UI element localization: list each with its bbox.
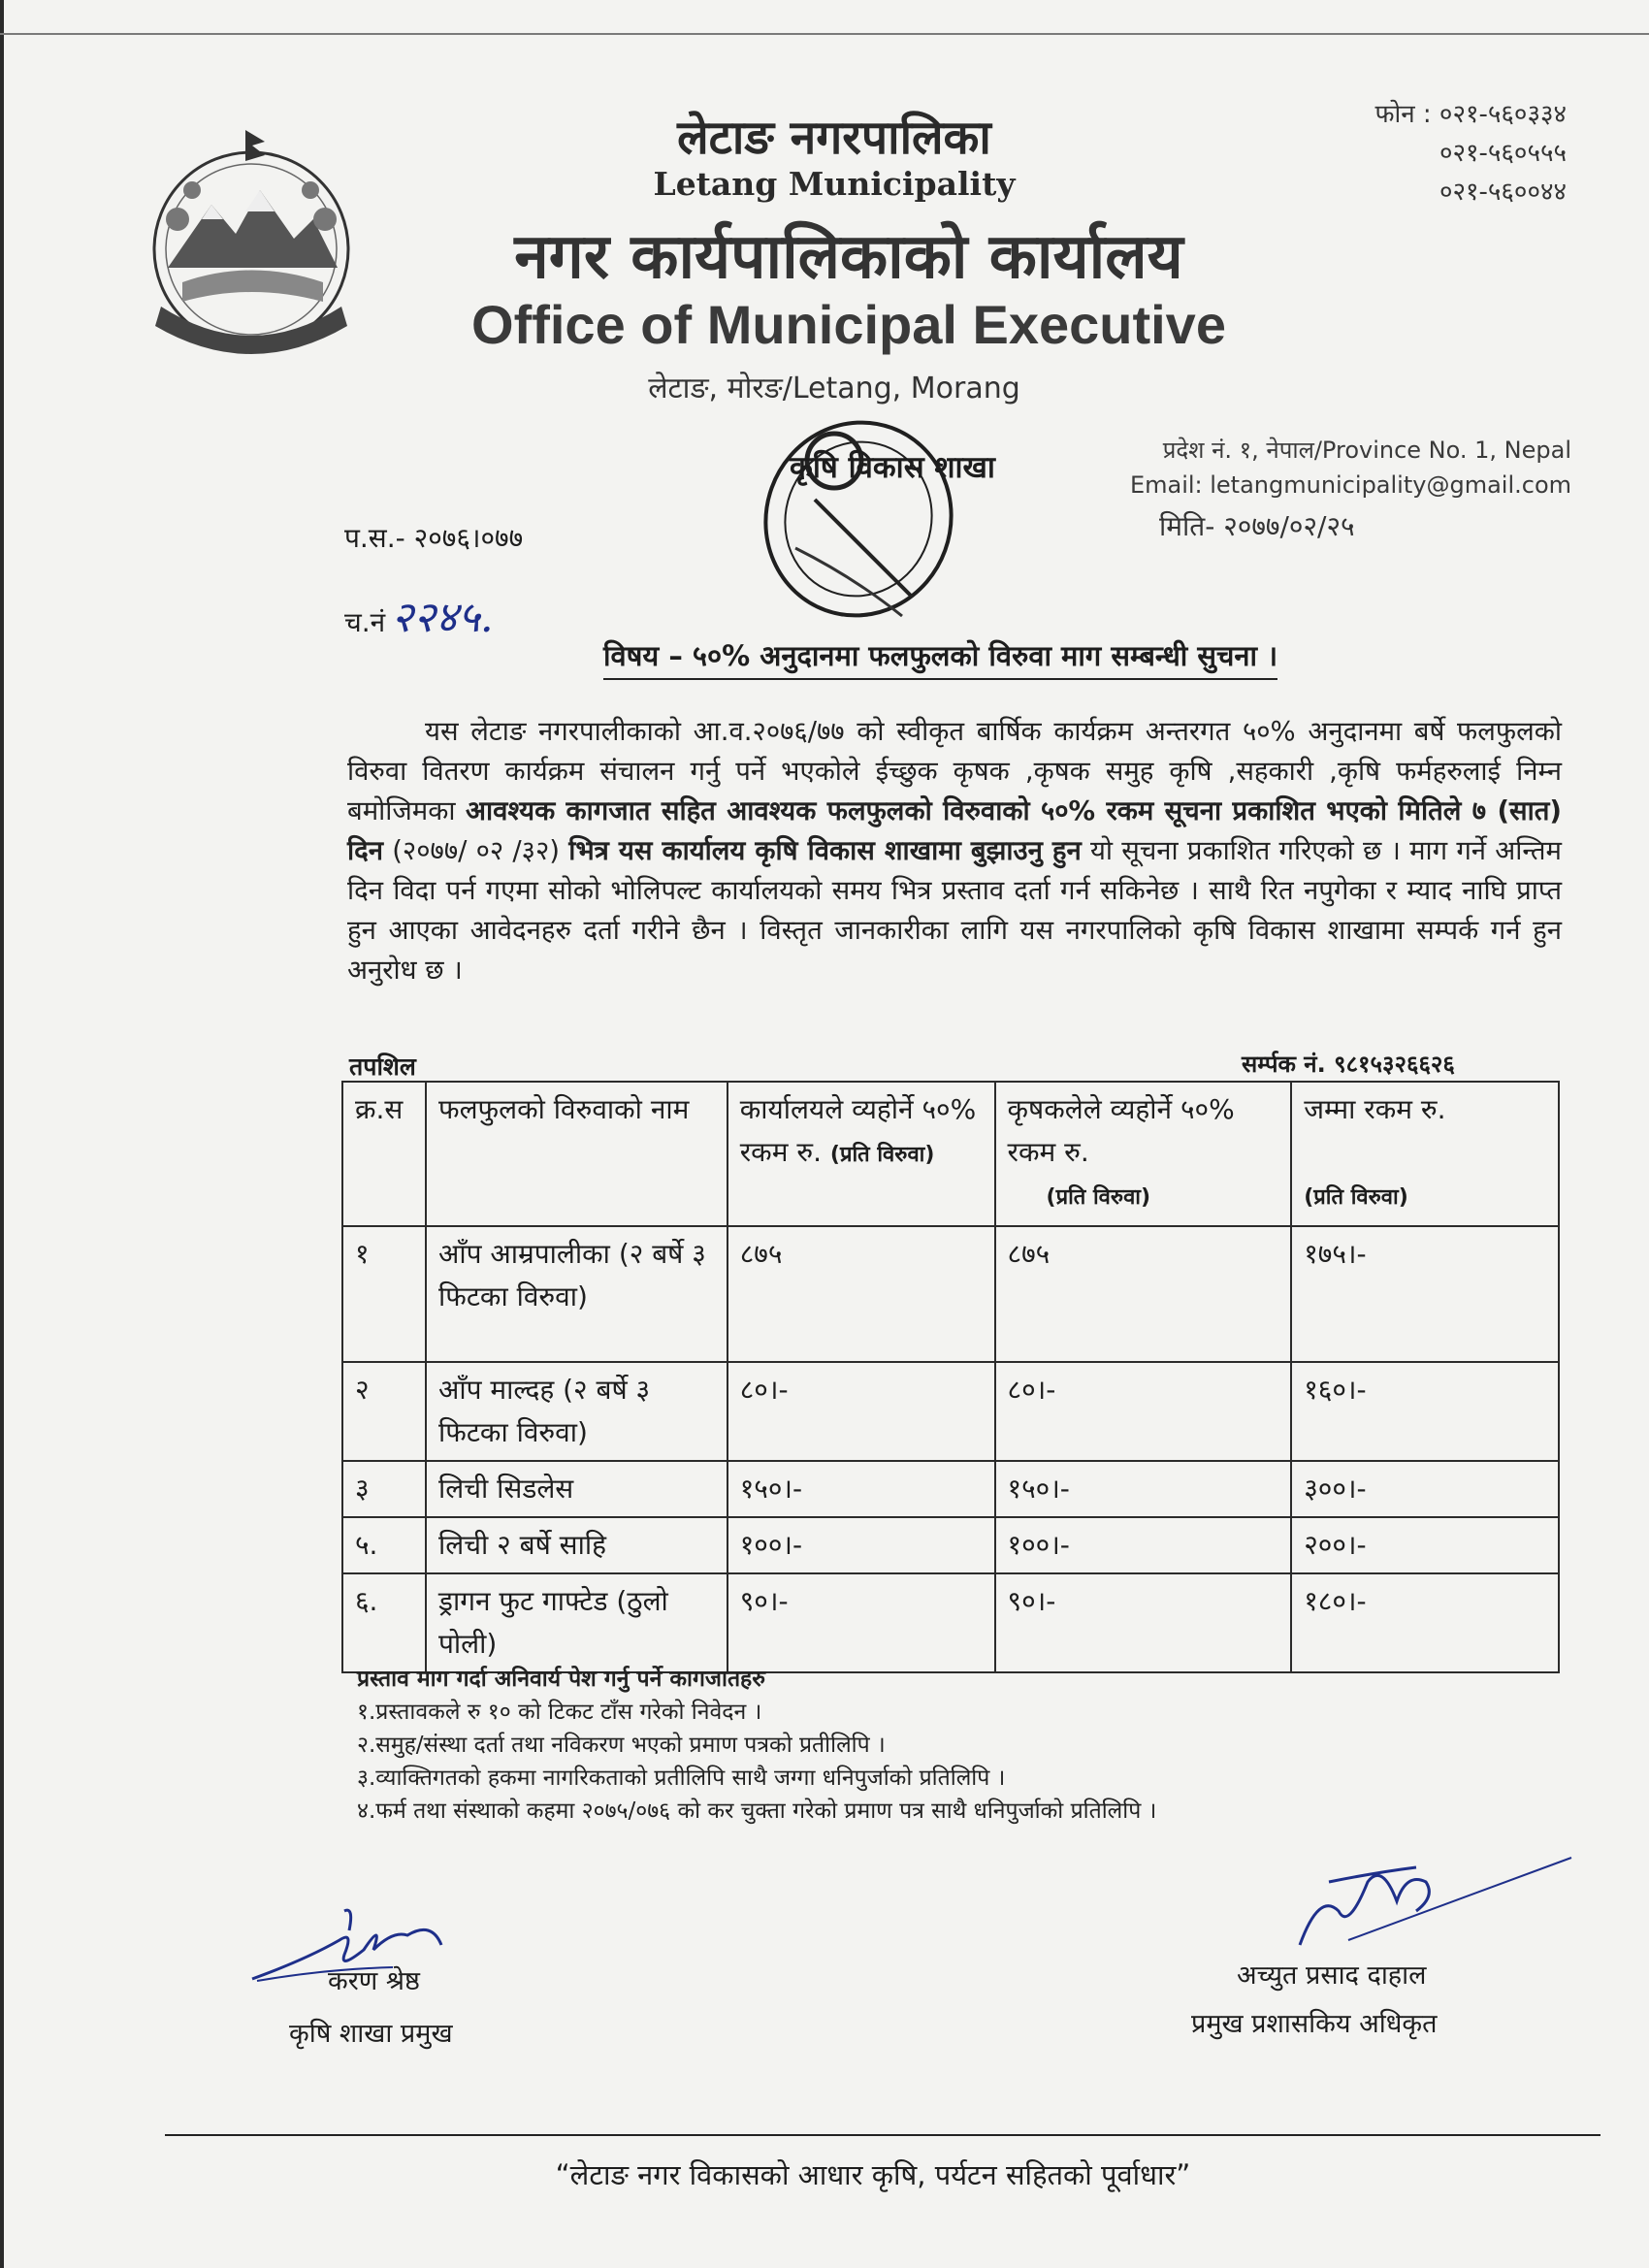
right-signatory-name: अच्युत प्रसाद दाहाल <box>1237 1960 1427 1991</box>
reference-ps: प.स.- २०७६।०७७ <box>344 522 524 554</box>
header-office-share-label: कार्यालयले व्यहोर्ने ५०% रकम रु. <box>739 1093 977 1168</box>
required-documents <box>357 1663 1521 1828</box>
document-item: ३.व्याक्तिगतको हकमा नागरिकताको प्रतीलिपि साथै जग्गा धनिपुर्जाको प्रतिलिपि । <box>357 1766 1006 1791</box>
header-office-share <box>728 1082 995 1226</box>
header-total <box>1291 1082 1559 1226</box>
phone-number: ०२१-५६००४४ <box>1439 178 1567 207</box>
cell-office-share: १००।- <box>728 1517 995 1573</box>
cell-farmer-share: १५०।- <box>995 1461 1292 1517</box>
body-bold-1: आवश्यक कागजात सहित आवश्यक फलफुलको विरुवाको ५०% रकम सूचना प्रकाशित भएको मितिले ७ (सात) दिन <box>347 795 1562 866</box>
cell-sn: २ <box>342 1362 426 1461</box>
cell-total: २००।- <box>1291 1517 1559 1573</box>
contact-number: सर्म्पक नं. ९८१५३२६६२६ <box>1242 1051 1455 1078</box>
phone-numbers <box>1300 95 1567 211</box>
cell-office-share: ८७५ <box>728 1226 995 1362</box>
footer-motto: “लेटाङ नगर विकासको आधार कृषि, पर्यटन सहितको पूर्वाधार” <box>555 2158 1191 2191</box>
document-item: २.समुह/संस्था दर्ता तथा नविकरण भएको प्रमाण पत्रको प्रतीलिपि । <box>357 1733 886 1758</box>
cell-farmer-share: १००।- <box>995 1517 1292 1573</box>
letter-subject: विषय – ५०% अनुदानमा फलफुलको विरुवा माग सम्बन्धी सुचना । <box>603 636 1277 680</box>
tapasil-label: तपशिल <box>349 1053 416 1081</box>
seedling-price-table <box>341 1081 1560 1673</box>
footer-divider <box>165 2134 1600 2136</box>
cell-plant-name: आँप माल्दह (२ बर्षे ३ फिटका विरुवा) <box>426 1362 728 1461</box>
cell-office-share: १५०।- <box>728 1461 995 1517</box>
header-total-note: (प्रति विरुवा) <box>1304 1185 1408 1210</box>
cell-total: १६०।- <box>1291 1362 1559 1461</box>
stamp-section-label: कृषि विकास शाखा <box>790 450 995 485</box>
municipality-name-nepali: लेटाङ नगरपालिका <box>677 111 991 165</box>
scan-top-edge <box>0 33 1649 35</box>
email-text: Email: letangmunicipality@gmail.com <box>1129 471 1571 499</box>
left-signatory-post: कृषि शाखा प्रमुख <box>289 2019 453 2049</box>
required-documents-title: प्रस्ताव माग गर्दा अनिवार्य पेश गर्नु पर्ने कागजातहरु <box>357 1667 766 1692</box>
phone-number: फोन : ०२१-५६०३३४ <box>1374 100 1567 129</box>
table-row <box>342 1573 1559 1672</box>
cell-farmer-share: ८०।- <box>995 1362 1292 1461</box>
right-signatory-post: प्रमुख प्रशासकिय अधिकृत <box>1191 2009 1438 2039</box>
header-plant-name: फलफुलको विरुवाको नाम <box>426 1082 728 1226</box>
cell-plant-name: आँप आम्रपालीका (२ बर्षे ३ फिटका विरुवा) <box>426 1226 728 1362</box>
office-address: लेटाङ, मोरङ/Letang, Morang <box>648 372 1020 405</box>
left-signatory-name: करण श्रेष्ठ <box>328 1966 420 1996</box>
nepal-emblem-icon <box>124 122 378 376</box>
document-item: ४.फर्म तथा संस्थाको कहमा २०७५/०७६ को कर चुक्ता गरेको प्रमाण पत्र साथै धनिपुर्जाको प्रतिलिपि । <box>357 1798 1157 1824</box>
body-bold-2: भित्र यस कार्यालय कृषि विकास शाखामा बुझाउनु हुन <box>568 835 1082 866</box>
cell-sn: ३ <box>342 1461 426 1517</box>
cell-total: १७५।- <box>1291 1226 1559 1362</box>
province-email-block <box>1106 433 1571 502</box>
office-title-nepali: नगर कार्यपालिकाको कार्यालय <box>514 221 1183 293</box>
cell-plant-name: लिची सिडलेस <box>426 1461 728 1517</box>
office-title-english: Office of Municipal Executive <box>471 294 1226 355</box>
header-sn: क्र.स <box>342 1082 426 1226</box>
header-office-share-note: (प्रति विरुवा) <box>829 1143 935 1167</box>
cell-plant-name: लिची २ बर्षे साहि <box>426 1517 728 1573</box>
cell-total: ३००।- <box>1291 1461 1559 1517</box>
body-part-1: यस लेटाङ नगरपालीकाको आ.व.२०७६/७७ को स्वीकृत बार्षिक कार्यक्रम अन्तरगत ५०% अनुदानमा बर्षे फलफुलको विरुवा वितरण कार्यक्रम संचालन गर्नु पर्ने भएकोले ईच्छुक कृषक ,कृषक समुह कृषि ,सहकारी ,कृषि फर्महरुलाई निम्न बमोजिमका <box>347 716 1562 826</box>
table-row <box>342 1362 1559 1461</box>
province-text: प्रदेश नं. १, नेपाल/Province No. 1, Nepal <box>1162 437 1571 464</box>
header-farmer-share-note: (प्रति विरुवा) <box>1046 1185 1151 1210</box>
chalani-number-handwritten: २२४५. <box>391 593 494 642</box>
municipality-name-english: Letang Municipality <box>653 165 1016 203</box>
table-row <box>342 1517 1559 1573</box>
table-row <box>342 1226 1559 1362</box>
table-header-row <box>342 1082 1559 1226</box>
phone-number: ०२१-५६०५५५ <box>1439 139 1567 168</box>
header-farmer-share-label: कृषकलेले व्यहोर्ने ५०% रकम रु. <box>1007 1093 1235 1168</box>
letter-date: मिति- २०७७/०२/२५ <box>1159 510 1355 542</box>
table-row <box>342 1461 1559 1517</box>
cell-farmer-share: ८७५ <box>995 1226 1292 1362</box>
cell-office-share: ९०।- <box>728 1573 995 1672</box>
cell-farmer-share: ९०।- <box>995 1573 1292 1672</box>
cell-sn: १ <box>342 1226 426 1362</box>
header-total-label: जम्मा रकम रु. <box>1304 1093 1446 1125</box>
cell-plant-name: ड्रागन फुट गाफ्टेड (ठुलो पोली) <box>426 1573 728 1672</box>
body-part-2: (२०७७/ ०२ /३२) <box>383 835 569 866</box>
notice-body <box>347 712 1562 990</box>
right-signature-icon <box>1290 1853 1581 1960</box>
chalani-number-line <box>344 586 494 644</box>
cell-office-share: ८०।- <box>728 1362 995 1461</box>
document-item: १.प्रस्तावकले रु १० को टिकट टाँस गरेको निवेदन । <box>357 1700 762 1725</box>
body-part-3: यो सूचना प्रकाशित गरिएको छ । माग गर्ने अन्तिम दिन विदा पर्न गएमा सोको भोलिपल्ट कार्यालयको समय भित्र प्रस्ताव दर्ता गर्न सकिनेछ । साथै रित नपुगेका र म्याद नाघि प्राप्त हुन आएका आवेदनहरु दर्ता गरीने छैन । विस्तृत जानकारीका लागि यस नगरपालिको कृषि विकास शाखामा सम्पर्क गर्न हुन अनुरोध छ । <box>347 835 1562 986</box>
cell-sn: ६. <box>342 1573 426 1672</box>
cell-total: १८०।- <box>1291 1573 1559 1672</box>
scan-edge <box>0 0 4 2268</box>
header-farmer-share <box>995 1082 1292 1226</box>
chalani-label: च.नं <box>344 606 386 638</box>
cell-sn: ५. <box>342 1517 426 1573</box>
